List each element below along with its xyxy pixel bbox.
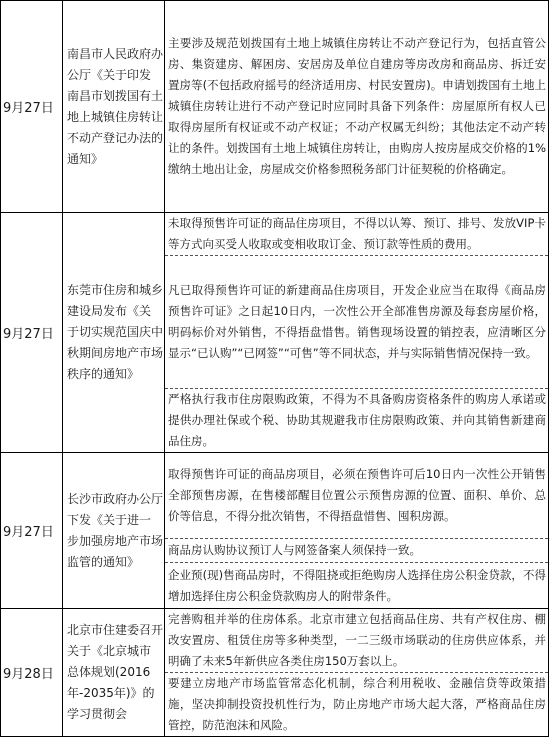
issuer-document-title: 《关于印发南昌市划拨国有土地上城镇住房转让不动产登记办法的通知》 [67, 67, 164, 166]
content-cell: 取得预售许可证的商品房项目，必须在预售许可后10日内一次性公开销售全部预售房源，在售楼部醒目位置公示预售房源的位置、面积、单价、总价等信息，不得分批次销售，不得捂盘惜售、囤积房源。 [165, 453, 549, 539]
content-cell: 主要涉及规范划拨国有土地上城镇住房转让不动产登记行为，包括直管公房、集资建房、解困房、安居房及单位自建房等房改房和商品房、拆迁安置房等(不包括政府摇号的经济适用房、村民安置房)。申请划拨国有土地上城镇住房转让进行不动产登记时应同时具备下列条件：房屋原所有权人已取得房屋所有权证或不动产权证；不动产权属无纠纷；其他法定不动产转让的条件。划拨国有土地上城镇住房转让，由购房人按房屋成交价格的1%缴纳土地出让金，房屋成交价格参照税务部门计征契税的价格确定。 [165, 1, 549, 213]
issuer-name: 北京市住建委召开关于 [67, 623, 164, 658]
issuer-cell [63, 213, 165, 453]
content-cell: 未取得预售许可证的商品住房项目，不得以认筹、预订、排号、发放VIP卡等方式向买受人收取或变相收取订金、预订款等性质的费用。 [165, 213, 549, 256]
issuer-document-title: 《关于切实规范国庆中秋期间房地产市场秩序的通知》 [67, 304, 164, 381]
issuer-name: 长沙市政府办公厅下发 [67, 491, 164, 527]
date-cell: 9月27日 [1, 453, 63, 609]
issuer-document-title: 《关于进一步加强房地产市场监管的通知》 [67, 512, 164, 569]
issuer-name: 东莞市住房和城乡建设局发布 [67, 283, 164, 318]
issuer-cell [63, 1, 165, 213]
content-cell: 要建立房地产市场监管常态化机制，综合利用税收、金融信贷等政策措施，坚决抑制投资投机性行为，防止房地产市场大起大落，严格商品住房管控，防范泡沫和风险。 [165, 673, 549, 737]
content-cell: 完善购租并举的住房体系。北京市建立包括商品住房、共有产权住房、棚改安置房、租赁住房等多种类型，一二三级市场联动的住房供应体系，并明确了未来5年新供应各类住房150万套以上。 [165, 609, 549, 673]
issuer-document-title: 《北京城市总体规划(2016年-2035年)》的学习贯彻会 [67, 644, 155, 721]
content-cell: 商品房认购协议预订人与网签备案人须保持一致。 [165, 539, 549, 563]
content-cell: 凡已取得预售许可证的新建商品住房项目，开发企业应当在取得《商品房预售许可证》之日起10日内，一次性公开全部准售房源及每套房屋价格，明码标价对外销售，不得捂盘惜售。销售现场设置的销控表，应清晰区分显示“已认购”“已网签”“可售”等不同状态，并与实际销售情况保持一致。 [165, 256, 549, 389]
issuer-cell [63, 453, 165, 609]
table-row [1, 1, 549, 213]
table-row [1, 453, 549, 539]
date-cell: 9月27日 [1, 213, 63, 453]
table-row [1, 609, 549, 673]
table-row [1, 213, 549, 256]
date-cell: 9月28日 [1, 609, 63, 737]
issuer-name: 南昌市人民政府办公厅 [67, 46, 164, 82]
content-cell: 企业预(现)售商品房时，不得阻挠或拒绝购房人选择住房公积金贷款，不得增加选择住房公积金贷款购房人的附带条件。 [165, 563, 549, 609]
issuer-cell [63, 609, 165, 737]
content-cell: 严格执行我市住房限购政策，不得为不具备购房资格条件的购房人承诺或提供办理社保或个税、协助其规避我市住房限购政策、并向其销售新建商品住房。 [165, 389, 549, 453]
date-cell: 9月27日 [1, 1, 63, 213]
